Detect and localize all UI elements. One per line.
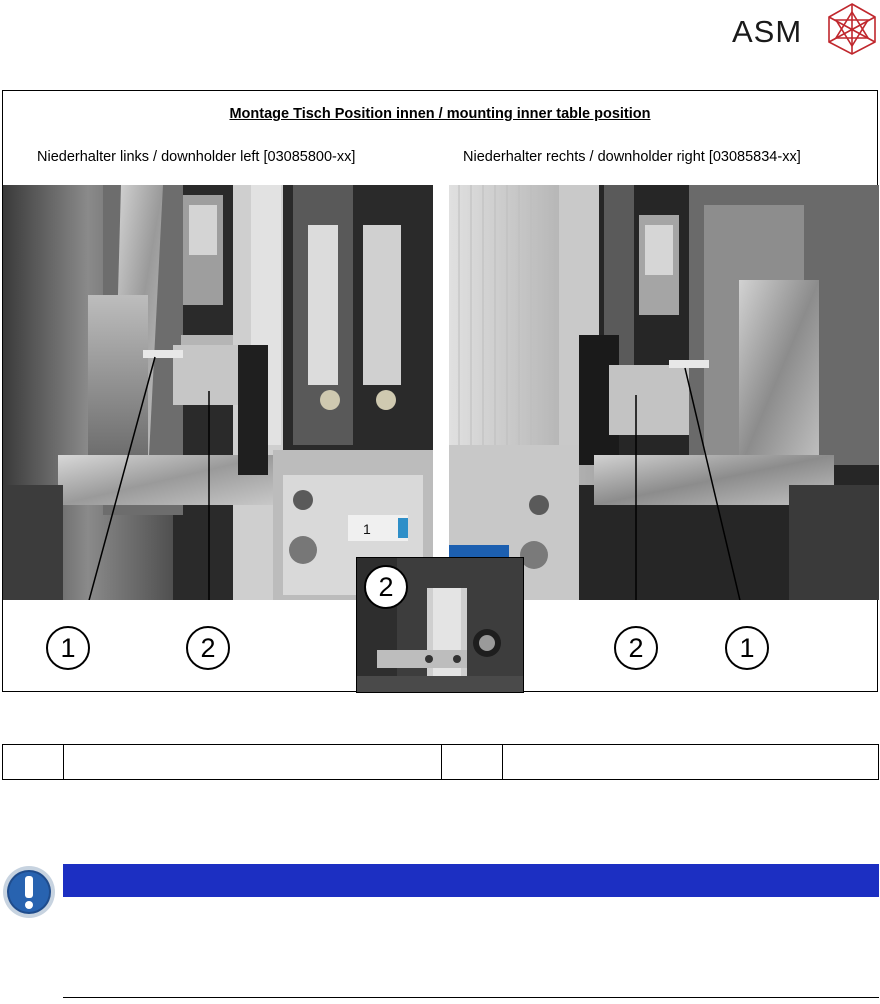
- legend-table: [2, 744, 879, 780]
- logo-text: ASM: [732, 14, 803, 49]
- notice-header-bar: [63, 864, 879, 897]
- photo-label-1: 1: [363, 521, 371, 537]
- asm-logo: [730, 0, 880, 58]
- exclamation-icon: [2, 865, 56, 919]
- legend-cell-text-2: [503, 745, 879, 780]
- left-downholder-caption: Niederhalter links / downholder left [03085800-xx]: [37, 149, 356, 165]
- callout-left-1: 1: [46, 626, 90, 670]
- callout-right-1: 1: [725, 626, 769, 670]
- left-downholder-photo: [3, 185, 433, 600]
- logo-mark-icon: [826, 2, 878, 56]
- right-downholder-photo: [449, 185, 879, 600]
- legend-cell-number-2: [442, 745, 503, 780]
- callout-inset-2: 2: [364, 565, 408, 609]
- callout-right-2: 2: [614, 626, 658, 670]
- legend-cell-text-1: [64, 745, 442, 780]
- legend-row: [3, 745, 879, 780]
- legend-cell-number-1: [3, 745, 64, 780]
- callout-left-2: 2: [186, 626, 230, 670]
- figure-title: Montage Tisch Position innen / mounting inner table position: [229, 106, 651, 122]
- notice-divider: [63, 997, 879, 998]
- right-downholder-caption: Niederhalter rechts / downholder right [03085834-xx]: [463, 149, 801, 165]
